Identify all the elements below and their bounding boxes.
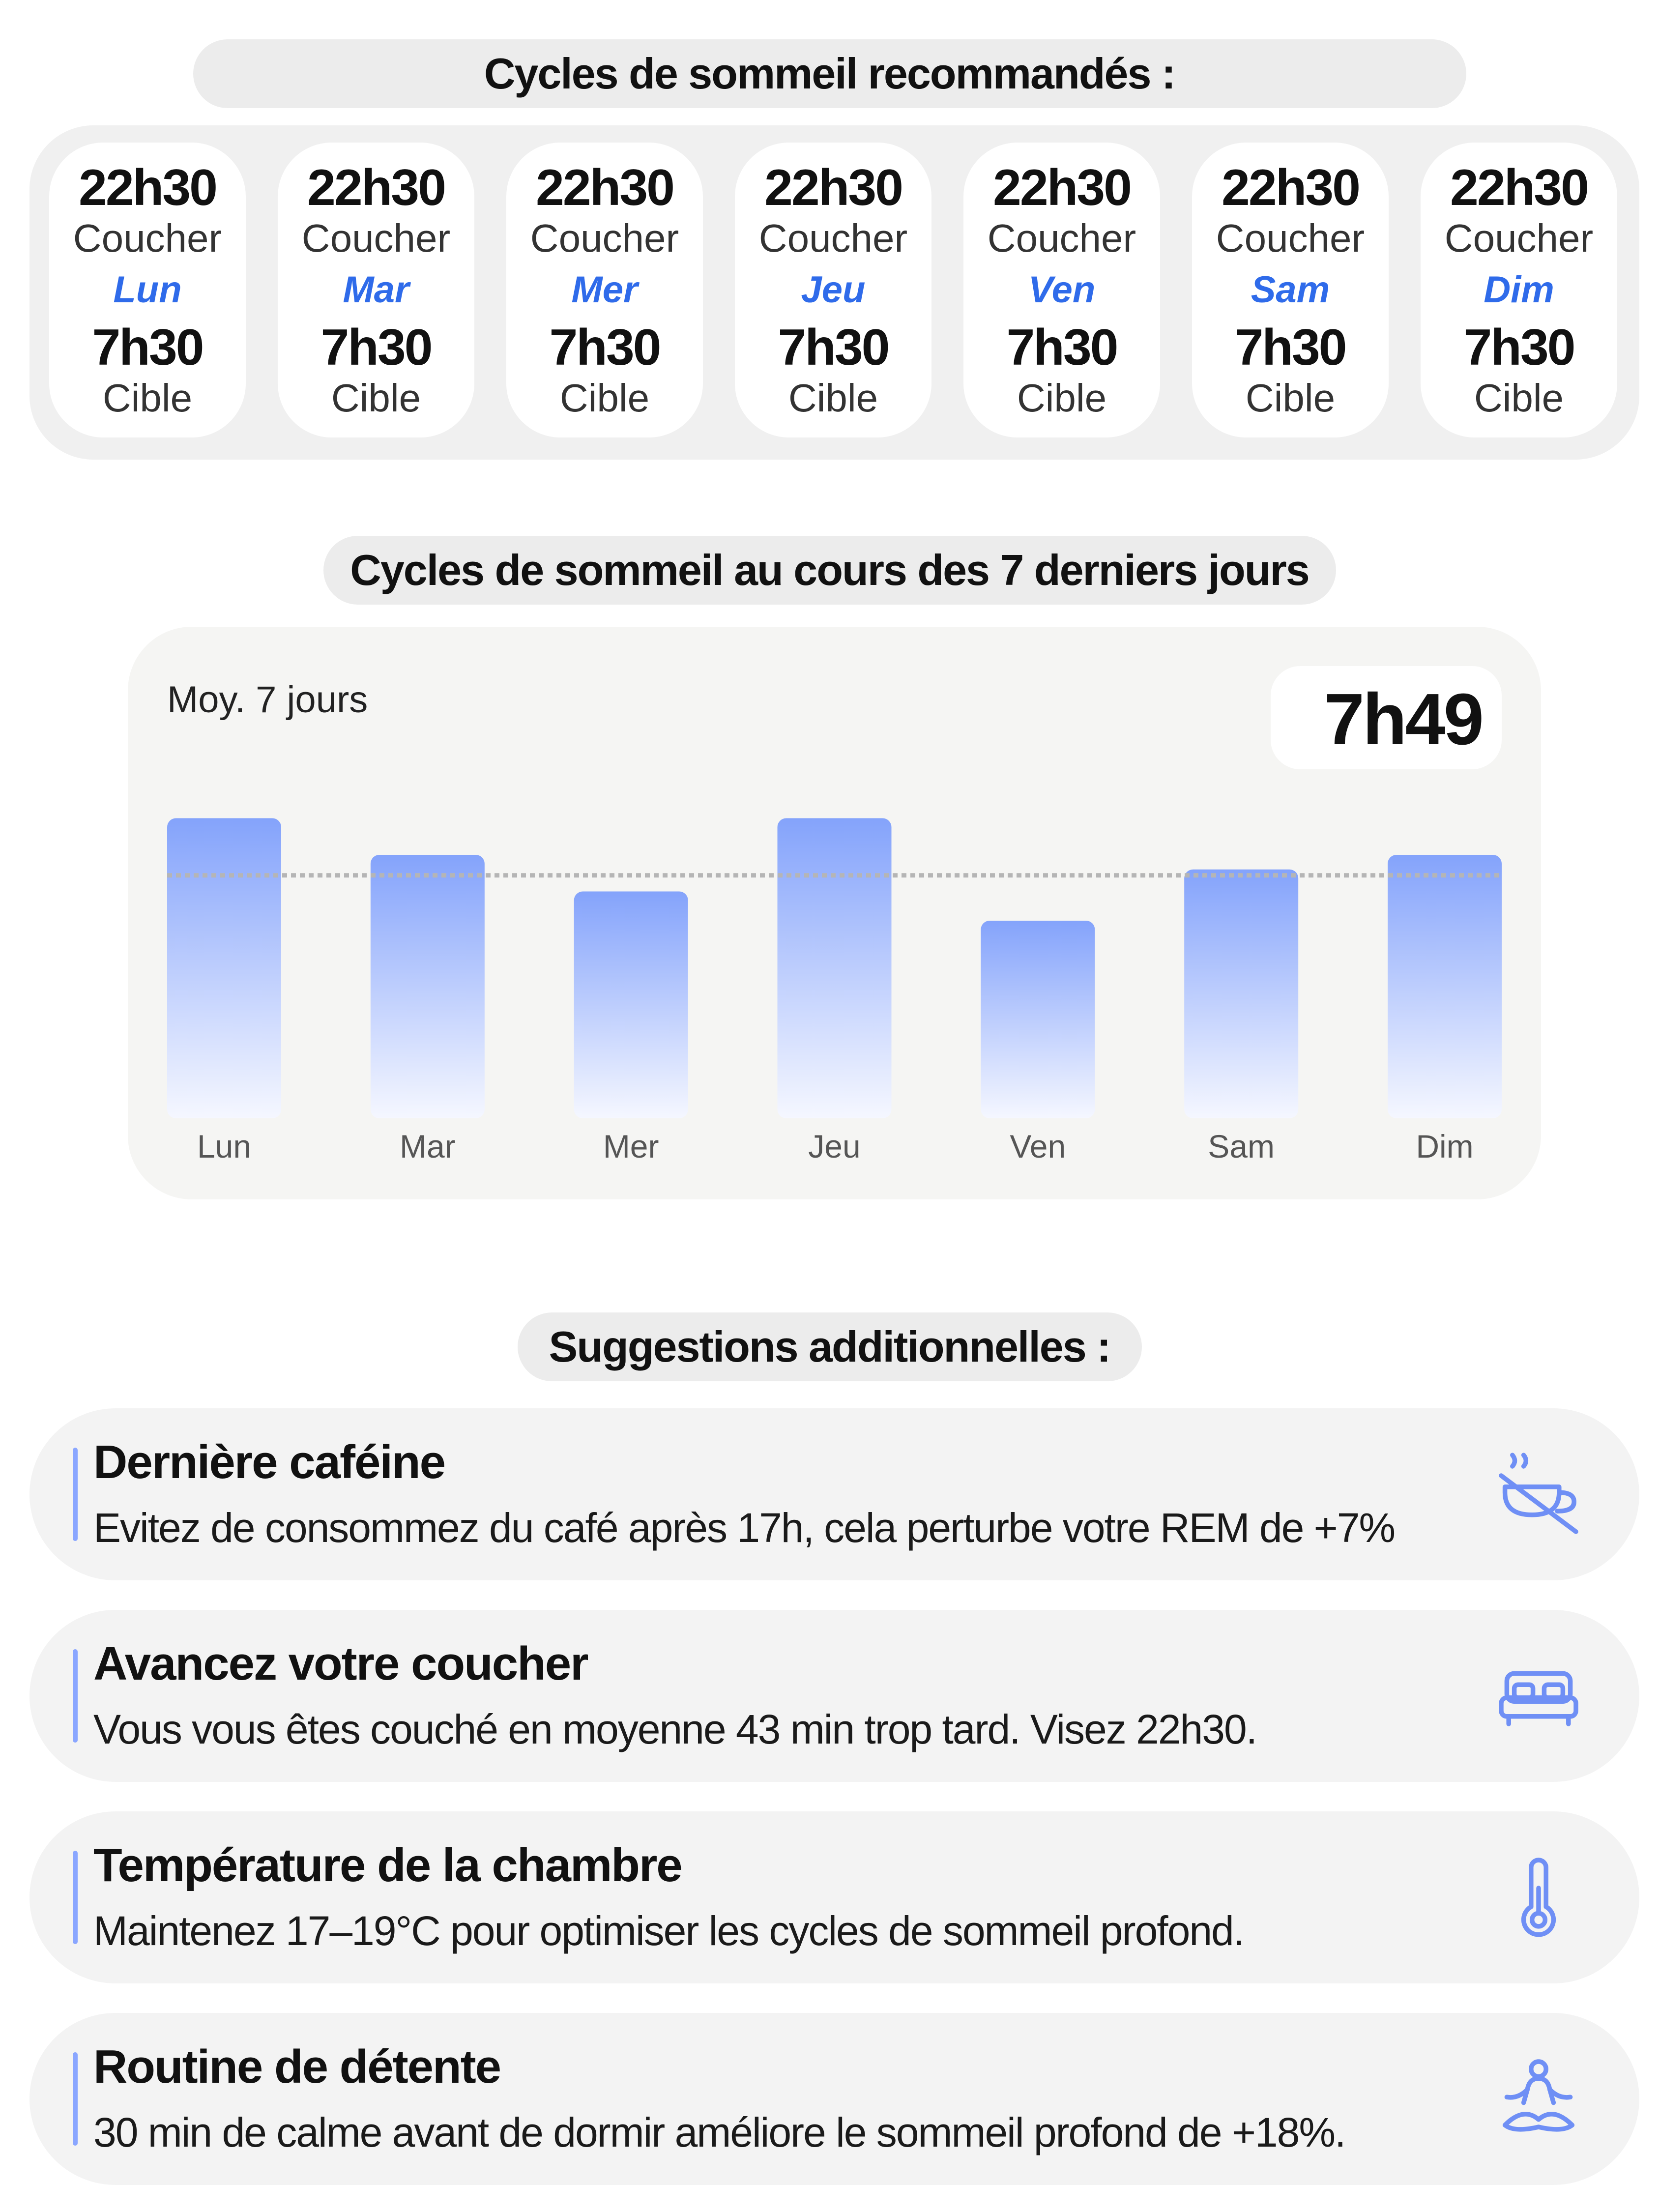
average-badge <box>1271 666 1502 769</box>
target-label: Cible <box>559 376 650 420</box>
bedtime-value: 22h30 <box>307 159 445 216</box>
bedtime-value: 22h30 <box>79 159 216 216</box>
target-label: Cible <box>1017 376 1107 420</box>
bedtime-label: Coucher <box>301 216 451 260</box>
day-name: Dim <box>1484 269 1554 311</box>
bedtime-value: 22h30 <box>536 159 673 216</box>
target-label: Cible <box>788 376 878 420</box>
day-name: Jeu <box>801 269 866 311</box>
suggestion-text: 30 min de calme avant de dormir améliore le sommeil profond de +18%. <box>93 2109 1345 2155</box>
bar-jeu[interactable] <box>778 818 892 1118</box>
day-name: Sam <box>1251 269 1330 311</box>
suggestion-title: Routine de détente <box>93 2040 501 2093</box>
day-card-sam[interactable] <box>1192 143 1389 437</box>
target-label: Cible <box>1474 376 1564 420</box>
suggestion-title: Dernière caféine <box>93 1436 445 1488</box>
suggestion-card-caffeine[interactable] <box>29 1408 1639 1580</box>
bedtime-label: Coucher <box>1444 216 1594 260</box>
bedtime-value: 22h30 <box>993 159 1131 216</box>
bar-mar[interactable] <box>371 855 485 1118</box>
bar-lun[interactable] <box>167 818 281 1118</box>
history-title: Cycles de sommeil au cours des 7 derniers jours <box>323 536 1336 605</box>
target-label: Cible <box>102 376 193 420</box>
average-label: Moy. 7 jours <box>167 679 368 721</box>
bedtime-label: Coucher <box>1216 216 1365 260</box>
day-name: Lun <box>113 269 182 311</box>
suggestion-title: Température de la chambre <box>93 1839 682 1892</box>
accent-bar <box>73 1851 78 1944</box>
suggestion-title: Avancez votre coucher <box>93 1637 588 1690</box>
accent-bar <box>73 1649 78 1743</box>
bedtime-label: Coucher <box>530 216 679 260</box>
day-name: Mar <box>343 269 409 311</box>
suggestion-card-temperature[interactable] <box>29 1811 1639 1983</box>
bar-sam[interactable] <box>1184 870 1298 1118</box>
x-tick-label: Jeu <box>808 1128 861 1164</box>
suggestions-title: Suggestions additionnelles : <box>518 1312 1142 1381</box>
no-coffee-icon <box>1492 1448 1585 1541</box>
day-card-mer[interactable] <box>506 143 703 437</box>
day-card-jeu[interactable] <box>735 143 931 437</box>
bedtime-label: Coucher <box>758 216 908 260</box>
x-tick-label: Dim <box>1416 1128 1474 1164</box>
bedtime-value: 22h30 <box>1450 159 1588 216</box>
x-tick-label: Mar <box>399 1128 456 1164</box>
bar-mer[interactable] <box>574 891 688 1118</box>
bar-ven[interactable] <box>981 921 1095 1118</box>
target-value: 7h30 <box>1006 319 1117 376</box>
target-value: 7h30 <box>320 319 432 376</box>
bed-icon <box>1492 1649 1585 1743</box>
day-card-lun[interactable] <box>49 143 246 437</box>
average-value: 7h49 <box>1324 679 1482 760</box>
bedtime-label: Coucher <box>73 216 222 260</box>
day-card-dim[interactable] <box>1421 143 1617 437</box>
suggestion-text: Evitez de consommez du café après 17h, cela perturbe votre REM de +7% <box>93 1505 1395 1551</box>
day-card-ven[interactable] <box>963 143 1160 437</box>
day-card-mar[interactable] <box>278 143 474 437</box>
target-value: 7h30 <box>549 319 660 376</box>
x-tick-label: Sam <box>1208 1128 1275 1164</box>
target-label: Cible <box>331 376 421 420</box>
meditation-icon <box>1492 2052 1585 2146</box>
accent-bar <box>73 2052 78 2146</box>
x-tick-label: Mer <box>603 1128 659 1164</box>
recommended-panel <box>29 125 1639 460</box>
sleep-history-chart <box>128 627 1541 1199</box>
bedtime-value: 22h30 <box>1222 159 1359 216</box>
recommended-title: Cycles de sommeil recommandés : <box>193 39 1466 108</box>
suggestion-card-relaxation[interactable] <box>29 2013 1639 2185</box>
accent-bar <box>73 1448 78 1541</box>
target-value: 7h30 <box>778 319 889 376</box>
x-tick-label: Lun <box>197 1128 252 1164</box>
target-value: 7h30 <box>1235 319 1346 376</box>
suggestion-text: Vous vous êtes couché en moyenne 43 min trop tard. Visez 22h30. <box>93 1706 1257 1752</box>
day-name: Ven <box>1028 269 1096 311</box>
bedtime-label: Coucher <box>987 216 1136 260</box>
target-value: 7h30 <box>1463 319 1574 376</box>
bar-dim[interactable] <box>1388 855 1502 1118</box>
suggestion-text: Maintenez 17–19°C pour optimiser les cycles de sommeil profond. <box>93 1908 1244 1954</box>
target-value: 7h30 <box>92 319 203 376</box>
bedtime-value: 22h30 <box>764 159 902 216</box>
x-tick-label: Ven <box>1010 1128 1066 1164</box>
day-name: Mer <box>571 269 638 311</box>
target-label: Cible <box>1245 376 1336 420</box>
thermometer-icon <box>1492 1851 1585 1944</box>
suggestion-card-bedtime[interactable] <box>29 1610 1639 1782</box>
